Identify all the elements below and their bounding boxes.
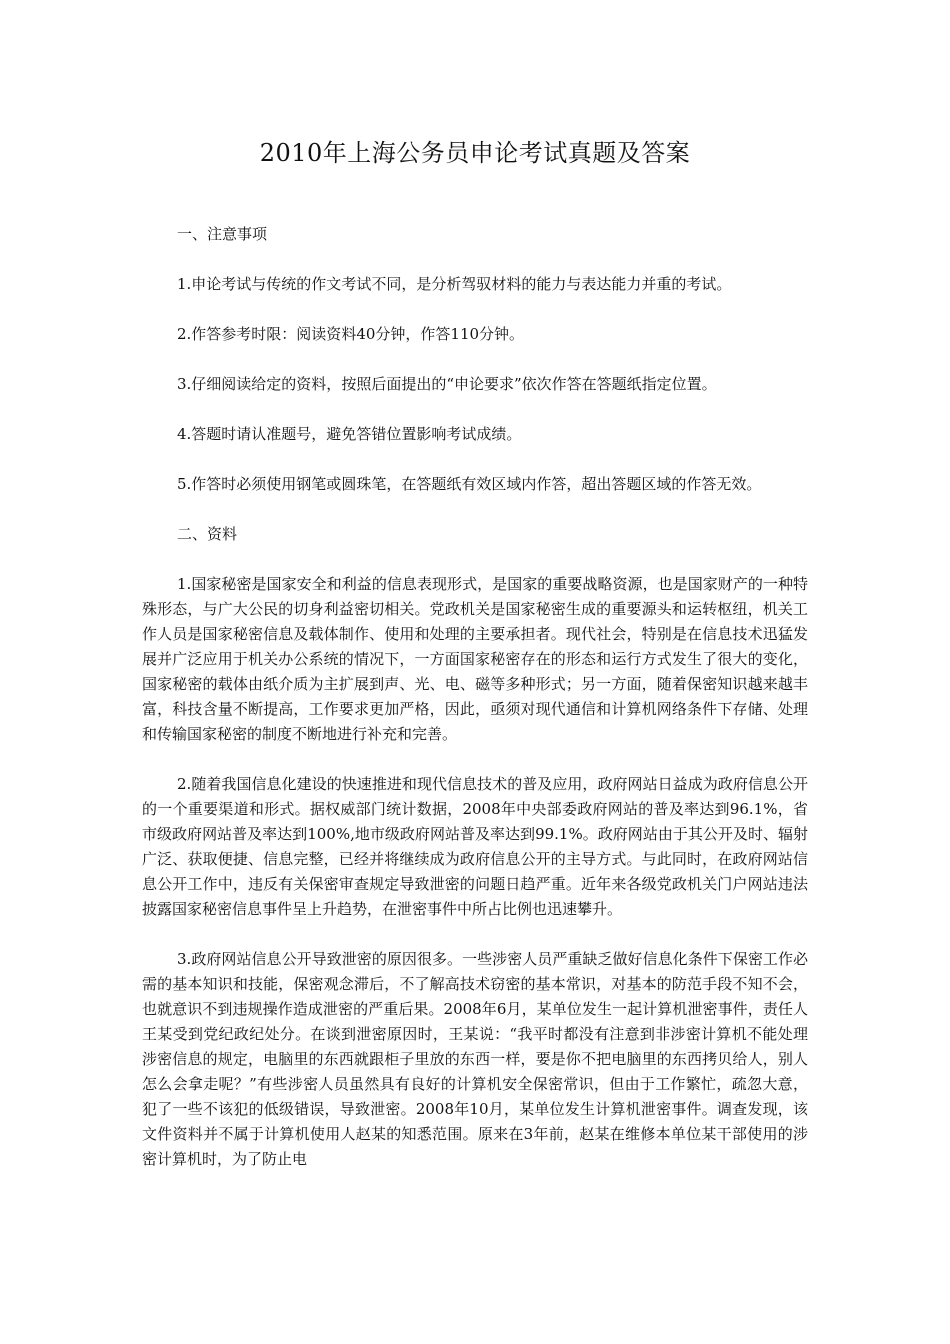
note-item-3: 3.仔细阅读给定的资料，按照后面提出的“申论要求”依次作答在答题纸指定位置。	[177, 375, 717, 393]
note-item-2: 2.作答参考时限：阅读资料40分钟，作答110分钟。	[177, 325, 525, 343]
document-title: 2010年上海公务员申论考试真题及答案	[259, 139, 691, 167]
note-item-4: 4.答题时请认准题号，避免答错位置影响考试成绩。	[177, 425, 522, 443]
section-heading-materials: 二、资料	[177, 525, 238, 543]
material-paragraph-2: 2.随着我国信息化建设的快速推进和现代信息技术的普及应用，政府网站日益成为政府信息公开的一个重要渠道和形式。据权威部门统计数据，2008年中央部委政府网站的普及率达到96.1%，省市级政府网站普及率达到100%,地市级政府网站普及率达到99.1%。政府网站由于其公开及时、辐射广泛、获取便捷、信息完整，已经并将继续成为政府信息公开的主导方式。与此同时，在政府网站信息公开工作中，违反有关保密审查规定导致泄密的问题日趋严重。近年来各级党政机关门户网站违法披露国家秘密信息事件呈上升趋势，在泄密事件中所占比例也迅速攀升。	[142, 775, 808, 918]
note-item-5: 5.作答时必须使用钢笔或圆珠笔，在答题纸有效区域内作答，超出答题区域的作答无效。	[177, 475, 762, 493]
section-heading-notes: 一、注意事项	[177, 225, 268, 243]
material-paragraph-1: 1.国家秘密是国家安全和利益的信息表现形式，是国家的重要战略资源，也是国家财产的一种特殊形态，与广大公民的切身利益密切相关。党政机关是国家秘密生成的重要源头和运转枢纽，机关工作人员是国家秘密信息及载体制作、使用和处理的主要承担者。现代社会，特别是在信息技术迅猛发展并广泛应用于机关办公系统的情况下，一方面国家秘密存在的形态和运行方式发生了很大的变化，国家秘密的载体由纸介质为主扩展到声、光、电、磁等多种形式；另一方面，随着保密知识越来越丰富，科技含量不断提高，工作要求更加严格，因此，亟须对现代通信和计算机网络条件下存储、处理和传输国家秘密的制度不断地进行补充和完善。	[142, 575, 808, 743]
note-item-1: 1.申论考试与传统的作文考试不同，是分析驾驭材料的能力与表达能力并重的考试。	[177, 275, 732, 293]
material-paragraph-3: 3.政府网站信息公开导致泄密的原因很多。一些涉密人员严重缺乏做好信息化条件下保密工作必需的基本知识和技能，保密观念滞后，不了解高技术窃密的基本常识，对基本的防范手段不知不会，也就意识不到违规操作造成泄密的严重后果。2008年6月，某单位发生一起计算机泄密事件，责任人王某受到党纪政纪处分。在谈到泄密原因时，王某说：“我平时都没有注意到非涉密计算机不能处理涉密信息的规定，电脑里的东西就跟柜子里放的东西一样，要是你不把电脑里的东西拷贝给人，别人怎么会拿走呢？”有些涉密人员虽然具有良好的计算机安全保密常识，但由于工作繁忙，疏忽大意，犯了一些不该犯的低级错误，导致泄密。2008年10月，某单位发生计算机泄密事件。调查发现，该文件资料并不属于计算机使用人赵某的知悉范围。原来在3年前，赵某在维修本单位某干部使用的涉密计算机时，为了防止电	[142, 950, 808, 1168]
document-body	[142, 222, 808, 1172]
